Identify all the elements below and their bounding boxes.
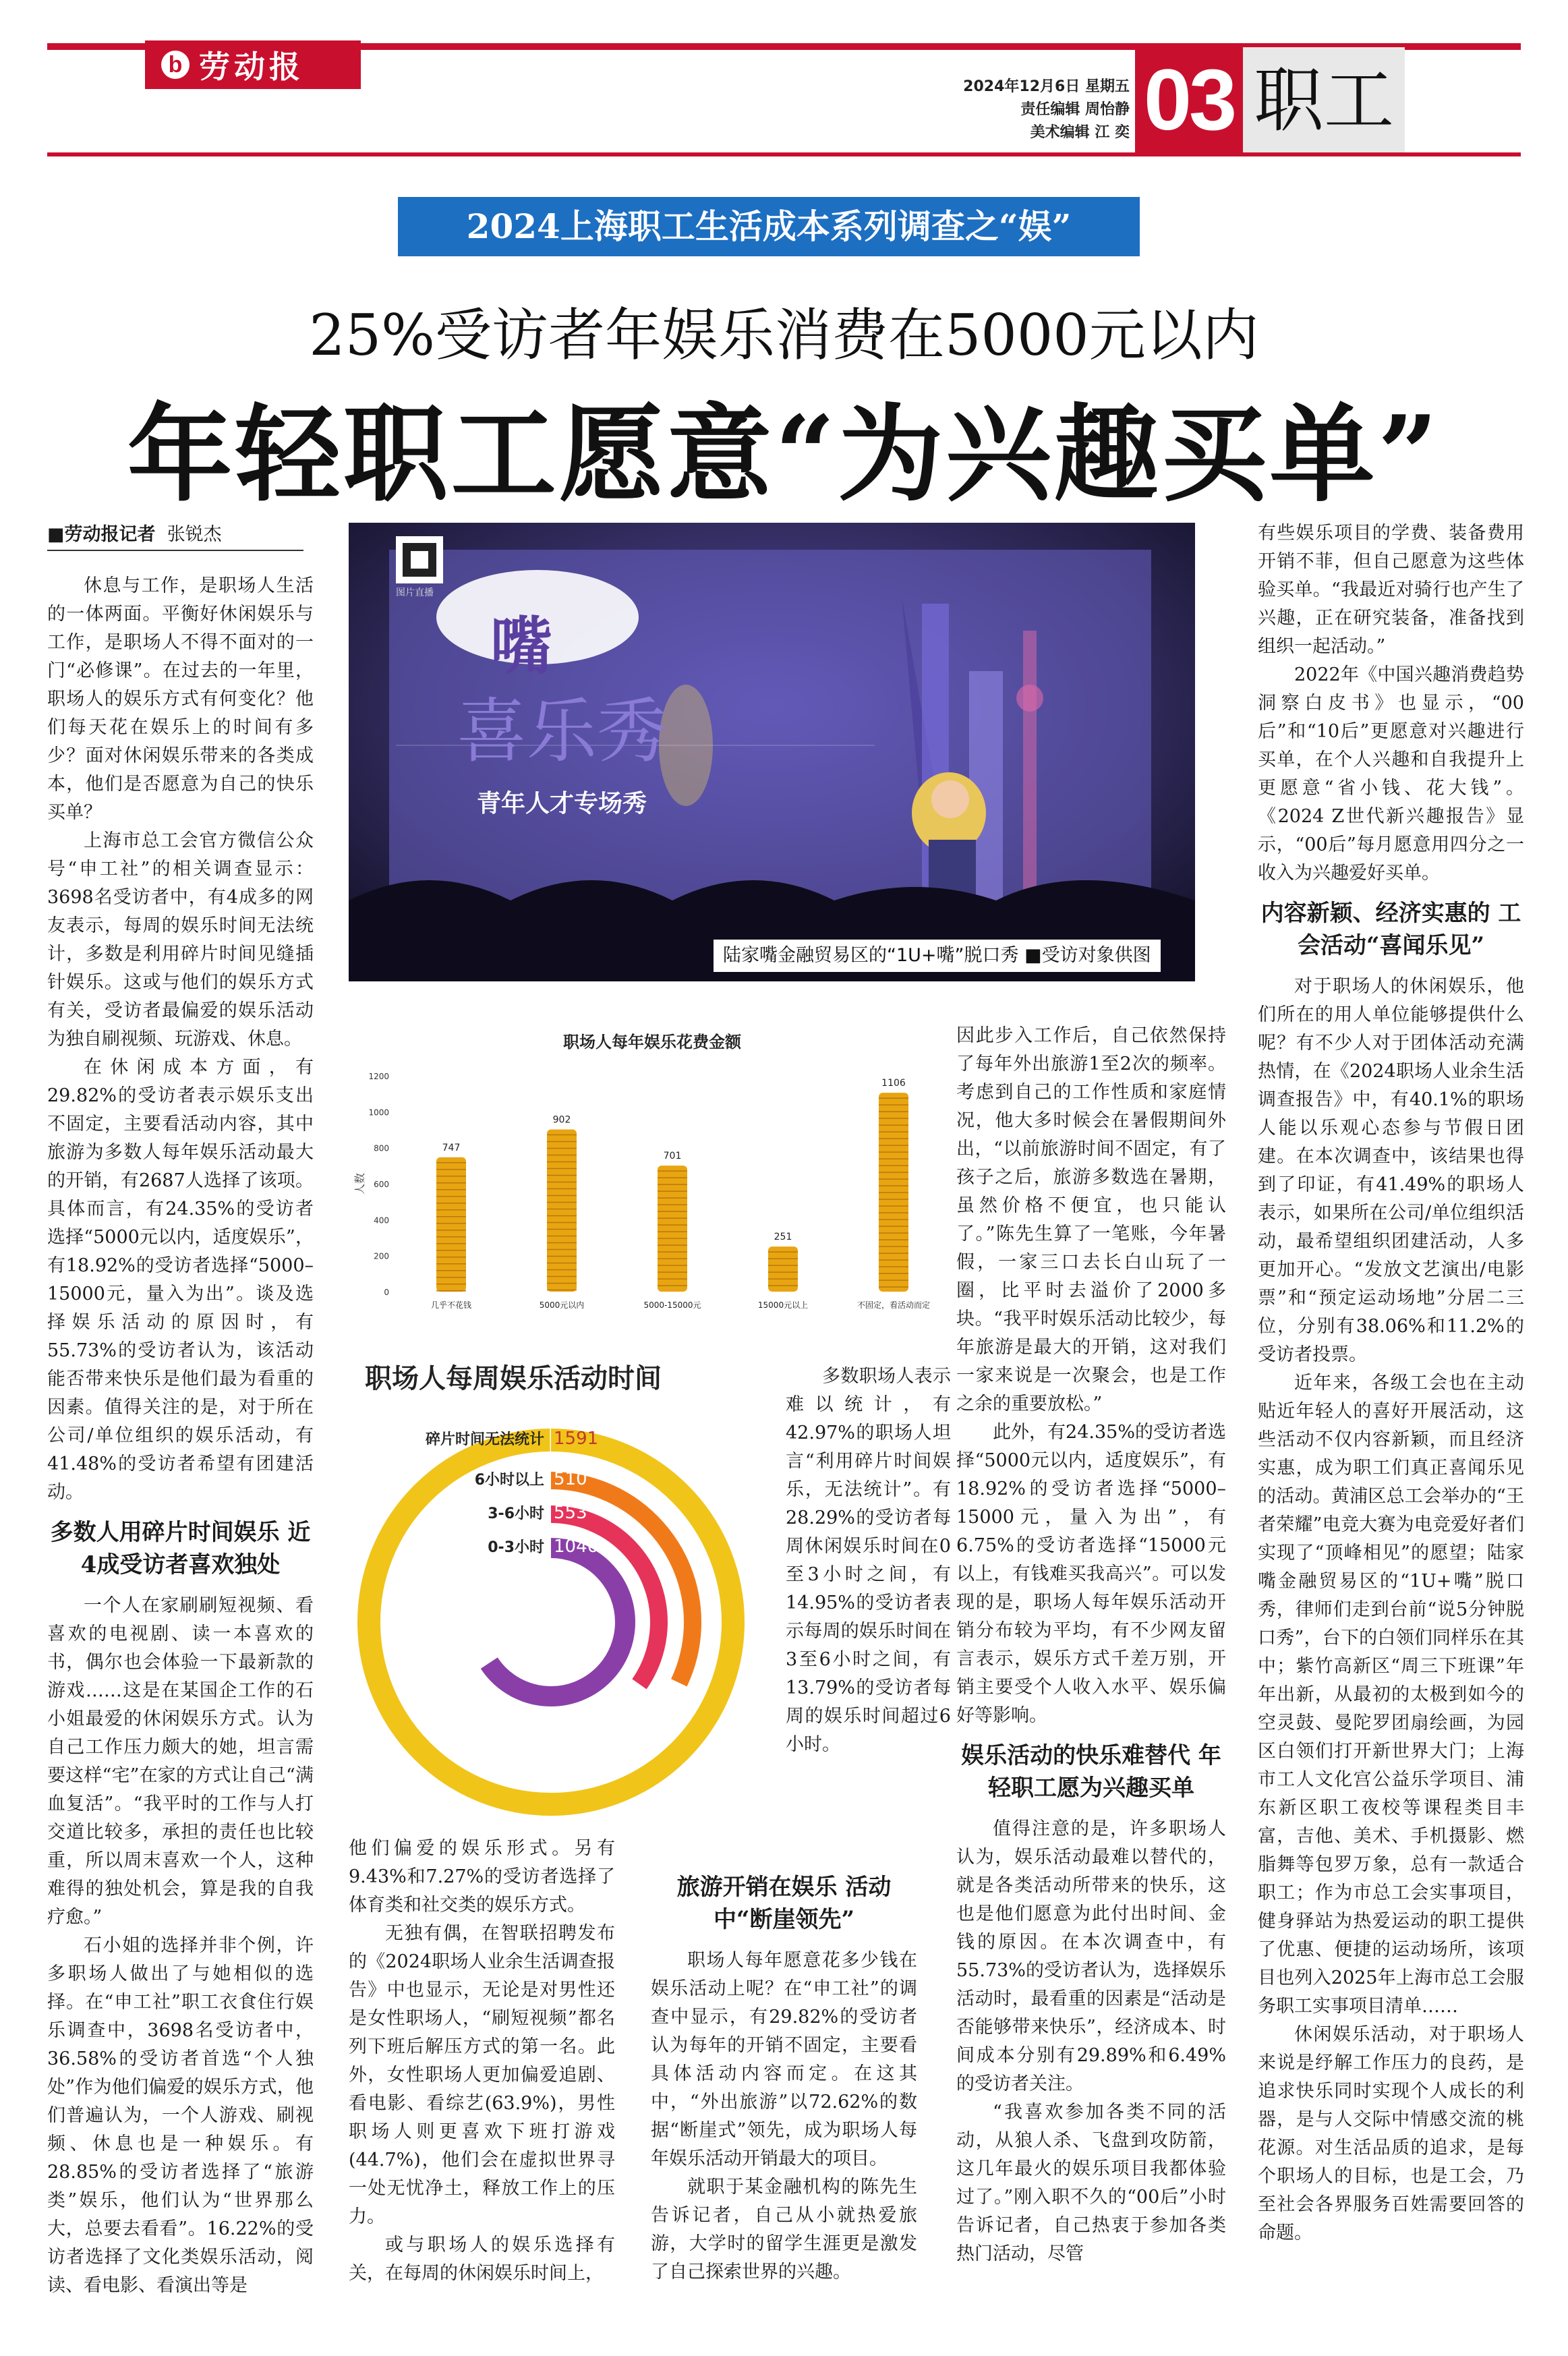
data-label: 701 bbox=[663, 1151, 682, 1162]
column-3-lower bbox=[651, 1862, 917, 2287]
annual-spending-chart bbox=[349, 1022, 956, 1322]
paragraph: 石小姐的选择并非个例，许多职场人做出了与她相似的选择。在“申工社”职工衣食住行娱乐调查中，3698名受访者中，36.58%的受访者首选“个人独处”作为他们偏爱的娱乐方式，他们普遍认为，一个人游戏、刷视频、休息也是一种娱乐。有28.85%的受访者选择了“旅游类”娱乐，他们认为“世界那么大，总要去看看”。16.22%的受访者选择了文化类娱乐活动，阅读、看电影、看演出等是 bbox=[47, 1935, 314, 2296]
bar bbox=[547, 1129, 577, 1292]
bar bbox=[436, 1157, 466, 1292]
data-label: 1046 bbox=[554, 1536, 599, 1557]
paragraph: 无独有偶，在智联招聘发布的《2024职场人业余生活调查报告》中也显示，无论是对男性还是女性职场人，“刷短视频”都名列下班后解压方式的第一名。此外，女性职场人更加偏爱追剧、看电影、看综艺(63.9%)，男性职场人则更喜欢下班打游戏(44.7%)，他们会在虚拟世界寻一处无忧净土，释放工作上的压力。 bbox=[349, 1923, 615, 2227]
masthead-bottom-rule bbox=[47, 152, 1521, 156]
radial-bar bbox=[477, 1548, 625, 1696]
category-label: 碎片时间无法统计 bbox=[425, 1431, 544, 1448]
paragraph: 有些娱乐项目的学费、装备费用开销不菲，但自己愿意为这些体验买单。“我最近对骑行也产生了兴趣，正在研究装备，准备找到组织一起活动。” bbox=[1258, 523, 1524, 657]
section-heading: 内容新颖、经济实惠的 工会活动“喜闻乐见” bbox=[1260, 900, 1521, 959]
bar bbox=[768, 1246, 798, 1292]
paragraph: 多数职场人表示难以统计，有42.97%的职场人坦言“利用碎片时间娱乐，无法统计”。有28.29%的受访者每周休闲娱乐时间在0至3小时之间，有14.95%的受访者表示每周的娱乐时间在3至6小时之间，有13.79%的受访者每周的娱乐时间超过6小时。 bbox=[786, 1366, 951, 1755]
paragraph: 就职于某金融机构的陈先生告诉记者，自己从小就热爱旅游，大学时的留学生涯更是激发了自己探索世界的兴趣。 bbox=[651, 2177, 917, 2282]
section-heading: 娱乐活动的快乐难替代 年轻职工愿为兴趣买单 bbox=[961, 1742, 1221, 1802]
section-heading: 多数人用碎片时间娱乐 近4成受访者喜欢独处 bbox=[50, 1519, 311, 1578]
byline-label: ■劳动报记者 bbox=[47, 524, 156, 545]
paragraph: 此外，有24.35%的受访者选择“5000元以内，适度娱乐”，有18.92%的受访者选择“5000–15000元，量入为出”，有6.75%的受访者选择“15000元以上，有钱难买我高兴”。可以发现的是，职场人每年娱乐活动开销分布较为平均，有不少网友留言表示，娱乐方式千差万别，开销主要受个人收入水平、娱乐偏好等影响。 bbox=[956, 1422, 1226, 1726]
qr-label: 图片直播 bbox=[396, 587, 434, 598]
y-tick-label: 1000 bbox=[368, 1108, 389, 1118]
paragraph: 在休闲成本方面，有29.82%的受访者表示娱乐支出不固定，主要看活动内容，其中旅游为多数人每年娱乐活动最大的开销，有2687人选择了该项。具体而言，有24.35%的受访者选择“5000元以内，适度娱乐”，有18.92%的受访者选择“5000–15000元，量入为出”。谈及选择娱乐活动的原因时，有55.73%的受访者认为，该活动能否带来快乐是他们最为看重的因素。值得关注的是，对于所在公司/单位组织的娱乐活动，有41.48%的受访者希望有团建活动。 bbox=[47, 1057, 314, 1503]
paragraph: 值得注意的是，许多职场人认为，娱乐活动最难以替代的，就是各类活动所带来的快乐，这也是他们愿意为此付出时间、金钱的原因。在本次调查中，有55.73%的受访者认为，选择娱乐活动时，最看重的因素是“活动是否能够带来快乐”，经济成本、时间成本分别有29.89%和6.49%的受访者关注。 bbox=[956, 1818, 1226, 2094]
y-tick-label: 200 bbox=[374, 1251, 389, 1261]
weekly-time-svg bbox=[349, 1352, 780, 1818]
screen-title-text: 嘴 bbox=[490, 610, 553, 683]
weekly-time-chart bbox=[349, 1352, 780, 1818]
data-label: 1591 bbox=[554, 1429, 599, 1449]
paragraph: 2022年《中国兴趣消费趋势洞察白皮书》也显示，“00后”和“10后”更愿意对兴趣进行买单，在个人兴趣和自我提升上更愿意“省小钱、花大钱”。《2024 Z世代新兴趣报告》显示，“00后”每月愿意用四分之一收入为兴趣爱好买单。 bbox=[1258, 664, 1524, 884]
top-rule-left bbox=[47, 43, 148, 50]
paragraph: 因此步入工作后，自己依然保持了每年外出旅游1至2次的频率。考虑到自己的工作性质和家庭情况，他大多时候会在暑假期间外出，“以前旅游时间不固定，有了孩子之后，旅游多数选在暑期，虽然价格不便宜，也只能认了。”陈先生算了一笔账，今年暑假，一家三口去长白山玩了一圈，比平时去溢价了2000多块。“我平时娱乐活动比较少，每年旅游是最大的开销，这对我们一家来说是一次聚会，也是工作之余的重要放松。” bbox=[956, 1025, 1226, 1414]
y-tick-label: 400 bbox=[374, 1215, 389, 1226]
column-2-narrow bbox=[786, 1362, 951, 1759]
category-label: 0-3小时 bbox=[488, 1539, 544, 1556]
data-label: 747 bbox=[442, 1142, 461, 1153]
subheadline: 25%受访者年娱乐消费在5000元以内 bbox=[309, 302, 1259, 368]
logo-text: 劳动报 bbox=[199, 49, 304, 85]
responsible-editor: 责任编辑 周怡静 bbox=[1020, 101, 1130, 118]
data-label: 510 bbox=[554, 1469, 587, 1489]
newspaper-logo bbox=[145, 40, 361, 89]
paragraph: 上海市总工会官方微信公众号“申工社”的相关调查显示：3698名受访者中，有4成多的网友表示，每周的娱乐时间无法统计，多数是利用碎片时间见缝插针娱乐。这或与他们的娱乐方式有关，受访者最偏爱的娱乐活动为独自刷视频、玩游戏、休息。 bbox=[47, 830, 314, 1050]
annual-spending-svg bbox=[349, 1022, 956, 1322]
page-number: 03 bbox=[1135, 47, 1243, 154]
section-heading: 旅游开销在娱乐 活动中“断崖领先” bbox=[676, 1874, 892, 1933]
paragraph: 他们偏爱的娱乐形式。另有9.43%和7.27%的受访者选择了体育类和社交类的娱乐方式。 bbox=[349, 1838, 615, 1916]
photo-caption: 陆家嘴金融贸易区的“1U+嘴”脱口秀 ■受访对象供图 bbox=[714, 940, 1161, 972]
category-label: 3-6小时 bbox=[488, 1505, 544, 1522]
category-label: 5000-15000元 bbox=[643, 1300, 701, 1310]
paragraph: 休息与工作，是职场人生活的一体两面。平衡好休闲娱乐与工作，是职场人不得不面对的一门“必修课”。在过去的一年里，职场人的娱乐方式有何变化？他们每天花在娱乐上的时间有多少？面对休闲娱乐带来的各类成本，他们是否愿意为自己的快乐买单？ bbox=[47, 575, 314, 823]
art-editor: 美术编辑 江 奕 bbox=[1030, 124, 1130, 141]
paragraph: 近年来，各级工会也在主动贴近年轻人的喜好开展活动，这些活动不仅内容新颖，而且经济实惠，成为职工们真正喜闻乐见的活动。黄浦区总工会举办的“王者荣耀”电竞大赛为电竞爱好者们实现了“顶峰相见”的愿望；陆家嘴金融贸易区的“1U+嘴”脱口秀，律师们走到台前“说5分钟脱口秀”，台下的白领们同样乐在其中；紫竹高新区“周三下班课”年年出新，从最初的太极到如今的空灵鼓、曼陀罗团扇绘画，为园区白领们打开新世界大门；上海市工人文化宫公益乐学项目、浦东新区职工夜校等课程类目丰富，吉他、美术、手机摄影、燃脂舞等包罗万象，总有一款适合职工；作为市总工会实事项目，健身驿站为热爱运动的职工提供了优惠、便捷的运动场所，该项目也列入2025年上海市总工会服务职工实事项目清单…… bbox=[1258, 1373, 1524, 2017]
screen-line-text: 青年人才专场秀 bbox=[477, 790, 647, 817]
paragraph: 或与职场人的娱乐选择有关，在每周的休闲娱乐时间上， bbox=[349, 2235, 615, 2284]
category-label: 15000元以上 bbox=[757, 1300, 809, 1310]
column-3 bbox=[956, 1022, 1226, 2268]
series-banner: 2024上海职工生活成本系列调查之“娱” bbox=[398, 197, 1140, 256]
screen-subtitle-text: 喜乐秀 bbox=[457, 690, 668, 772]
chart-title: 职场人每周娱乐活动时间 bbox=[365, 1363, 662, 1394]
paragraph: “我喜欢参加各类不同的活动，从狼人杀、飞盘到攻防箭，这几年最火的娱乐项目我都体验过了。”刚入职不久的“00后”小时告诉记者，自己热衷于参加各类热门活动，尽管 bbox=[956, 2102, 1226, 2264]
data-label: 251 bbox=[774, 1232, 792, 1243]
radial-bar bbox=[369, 1440, 733, 1804]
category-label: 5000元以内 bbox=[539, 1300, 585, 1310]
data-label: 902 bbox=[552, 1114, 571, 1126]
data-label: 1106 bbox=[881, 1078, 906, 1089]
dateline bbox=[931, 76, 1130, 144]
paragraph: 对于职场人的休闲娱乐，他们所在的用人单位能够提供什么呢？有不少人对于团体活动充满热情，在《2024职场人业余生活调查报告》中，有40.1%的职场人能以乐观心态参与节假日团建。在本次调查中，该结果也得到了印证，有41.49%的职场人表示，如果所在公司/单位组织活动，最希望组织团建活动，人多更加开心。“发放文艺演出/电影票”和“预定运动场地”分居二三位，分别有38.06%和11.2%的受访者投票。 bbox=[1258, 976, 1524, 1365]
column-4 bbox=[1258, 519, 1524, 2247]
category-label: 6小时以上 bbox=[474, 1472, 544, 1489]
headline: 年轻职工愿意“为兴趣买单” bbox=[127, 393, 1441, 516]
column-2 bbox=[349, 1835, 615, 2288]
paragraph: 职场人每年愿意花多少钱在娱乐活动上呢？在“申工社”的调查中显示，有29.82%的受访者认为每年的开销不固定，主要看具体活动内容而定。在这其中，“外出旅游”以72.62%的数据“断崖式”领先，成为职场人每年娱乐活动开销最大的项目。 bbox=[651, 1950, 917, 2169]
category-label: 几乎不花钱 bbox=[430, 1300, 472, 1310]
y-tick-label: 800 bbox=[374, 1143, 389, 1153]
paragraph: 一个人在家刷刷短视频、看喜欢的电视剧、读一本喜欢的书，偶尔也会体验一下最新款的游戏……这是在某国企工作的石小姐最爱的休闲娱乐方式。认为自己工作压力颇大的她，坦言需要这样“宅”在家的方式让自己“满血复活”。“我平时的工作与人打交道比较多，承担的责任也比较重，所以周末喜欢一个人，这种难得的独处机会，算是我的自我疗愈。” bbox=[47, 1595, 314, 1928]
paragraph: 休闲娱乐活动，对于职场人来说是纾解工作压力的良药，是追求快乐同时实现个人成长的利器，是与人交际中情感交流的桃花源。对生活品质的追求，是每个职场人的目标，也是工会，乃至社会各界服务百姓需要回答的命题。 bbox=[1258, 2024, 1524, 2243]
y-tick-label: 0 bbox=[384, 1288, 389, 1297]
column-1 bbox=[47, 572, 314, 2300]
byline bbox=[47, 519, 303, 551]
byline-name: 张锐杰 bbox=[167, 524, 222, 545]
chart-title: 职场人每年娱乐花费金额 bbox=[563, 1033, 741, 1052]
logo-icon: b bbox=[161, 51, 190, 79]
y-tick-label: 1200 bbox=[368, 1072, 389, 1081]
data-label: 553 bbox=[554, 1503, 587, 1523]
news-photo bbox=[349, 523, 1195, 981]
y-tick-label: 600 bbox=[374, 1180, 389, 1189]
section-title: 职工 bbox=[1243, 47, 1405, 154]
category-label: 不固定，看活动而定 bbox=[856, 1300, 931, 1310]
issue-date: 2024年12月6日 星期五 bbox=[963, 78, 1130, 95]
chart-ylabel: 人数 bbox=[353, 1172, 366, 1195]
